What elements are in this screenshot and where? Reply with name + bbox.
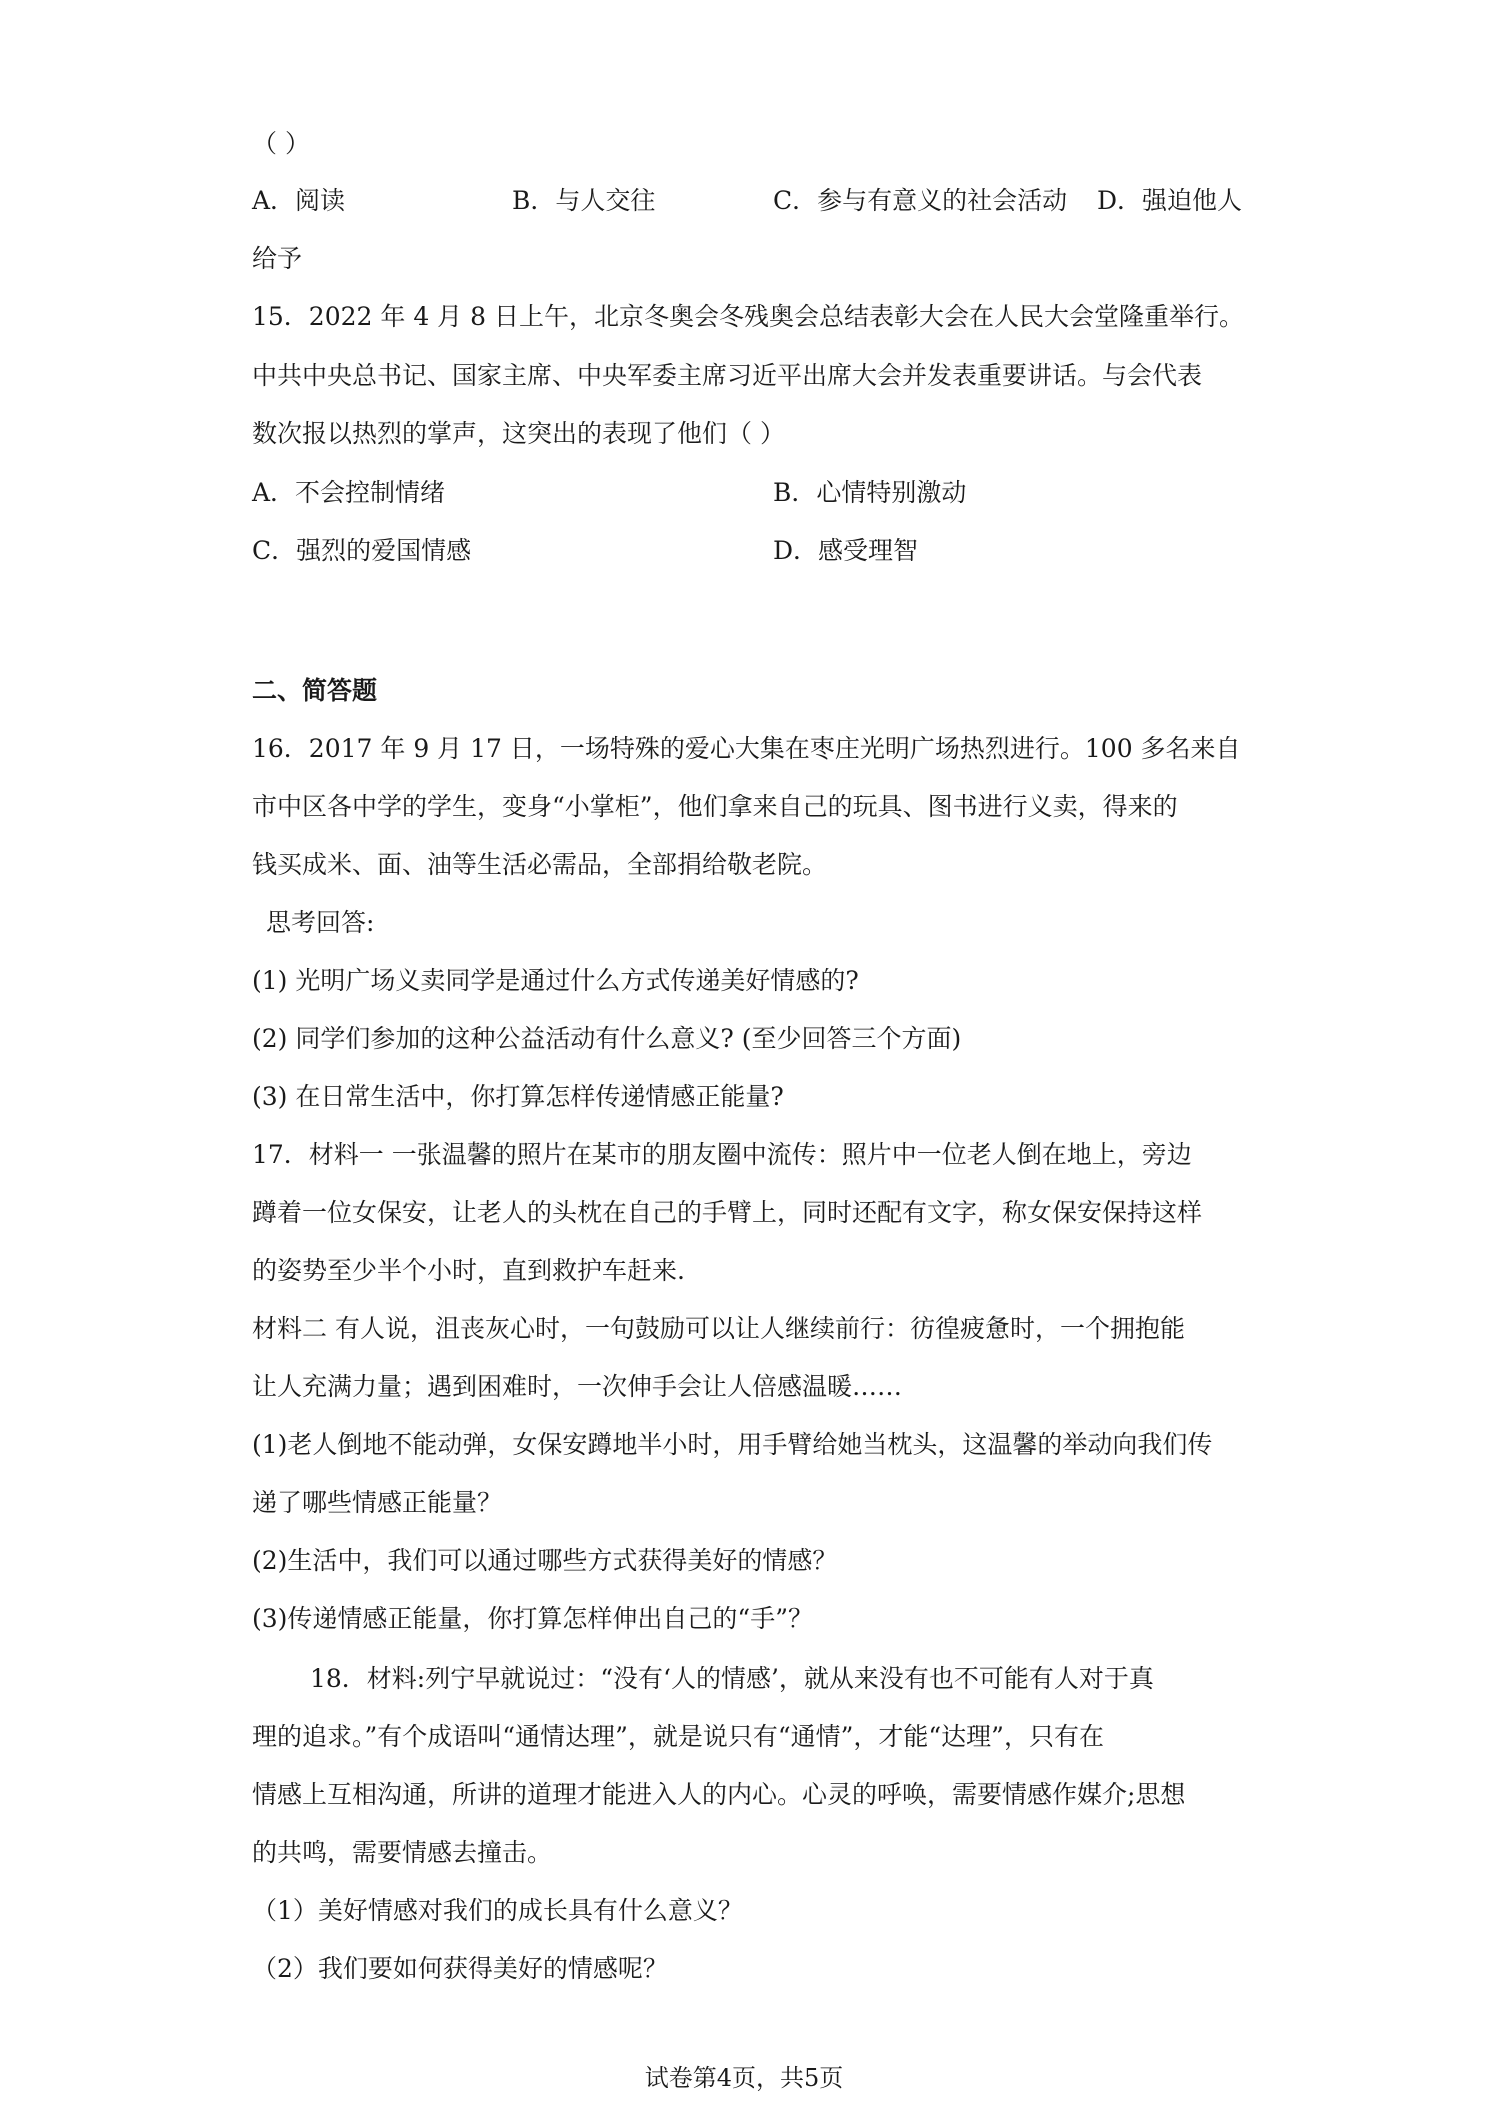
q18-line: 理的追求。”有个成语叫“通情达理”，就是说只有“通情”，才能“达理”，只有在	[252, 1722, 1104, 1751]
q14-option-d-wrap: 给予	[252, 244, 303, 273]
q15-line: 数次报以热烈的掌声，这突出的表现了他们（ ）	[252, 419, 785, 448]
page-footer: 试卷第4页，共5页	[644, 2064, 844, 2092]
q18-question: （1）美好情感对我们的成长具有什么意义？	[252, 1896, 743, 1925]
q16-question: (3) 在日常生活中，你打算怎样传递情感正能量?	[252, 1082, 784, 1111]
q18-question: （2）我们要如何获得美好的情感呢？	[252, 1954, 668, 1983]
q16-line: 市中区各中学的学生，变身“小掌柜”，他们拿来自己的玩具、图书进行义卖，得来的	[252, 792, 1178, 821]
q16-line: 钱买成米、面、油等生活必需品，全部捐给敬老院。	[252, 850, 828, 879]
q17-material1-line: 的姿势至少半个小时，直到救护车赶来.	[252, 1256, 685, 1285]
section-heading: 二、简答题	[252, 676, 378, 705]
q14-option-c: C．参与有意义的社会活动	[773, 186, 1068, 215]
q17-material2-line: 让人充满力量；遇到困难时，一次伸手会让人倍感温暖……	[252, 1372, 903, 1401]
q17-question: 递了哪些情感正能量？	[252, 1488, 503, 1517]
q16-line: 16．2017 年 9 月 17 日，一场特殊的爱心大集在枣庄光明广场热烈进行。100 多名来自	[252, 734, 1241, 763]
q16-question: (2) 同学们参加的这种公益活动有什么意义? (至少回答三个方面)	[252, 1024, 962, 1053]
q16-question: (1) 光明广场义卖同学是通过什么方式传递美好情感的?	[252, 966, 859, 995]
q17-question: (1)老人倒地不能动弹，女保安蹲地半小时，用手臂给她当枕头，这温馨的举动向我们传	[252, 1430, 1213, 1459]
q15-option-a: A．不会控制情绪	[252, 478, 446, 507]
q15-option-c: C．强烈的爱国情感	[252, 536, 472, 565]
q17-material1-line: 蹲着一位女保安，让老人的头枕在自己的手臂上，同时还配有文字，称女保安保持这样	[252, 1198, 1203, 1227]
q15-line: 中共中央总书记、国家主席、中央军委主席习近平出席大会并发表重要讲话。与会代表	[252, 361, 1203, 390]
q18-line: 的共鸣，需要情感去撞击。	[252, 1838, 553, 1867]
q17-material1-line: 17．材料一 一张温馨的照片在某市的朋友圈中流传：照片中一位老人倒在地上，旁边	[252, 1140, 1192, 1169]
q18-line: 18．材料:列宁早就说过：“没有‘人的情感’，就从来没有也不可能有人对于真	[310, 1664, 1154, 1693]
q18-line: 情感上互相沟通，所讲的道理才能进入人的内心。心灵的呼唤，需要情感作媒介;思想	[252, 1780, 1186, 1809]
q15-option-b: B．心情特别激动	[773, 478, 967, 507]
q14-option-a: A．阅读	[252, 186, 346, 215]
q17-question: (2)生活中，我们可以通过哪些方式获得美好的情感？	[252, 1546, 838, 1575]
q14-stem-tail: （ ）	[252, 129, 310, 158]
q14-option-d: D．强迫他人	[1097, 186, 1243, 215]
q15-option-d: D．感受理智	[773, 536, 919, 565]
q14-option-b: B．与人交往	[512, 186, 656, 215]
q15-line: 15．2022 年 4 月 8 日上午，北京冬奥会冬残奥会总结表彰大会在人民大会堂隆重举行。	[252, 302, 1244, 331]
q17-material2-line: 材料二 有人说，沮丧灰心时，一句鼓励可以让人继续前行：彷徨疲惫时，一个拥抱能	[252, 1314, 1185, 1343]
q17-question: (3)传递情感正能量，你打算怎样伸出自己的“手”？	[252, 1604, 813, 1633]
q16-prompt: 思考回答:	[266, 908, 375, 937]
